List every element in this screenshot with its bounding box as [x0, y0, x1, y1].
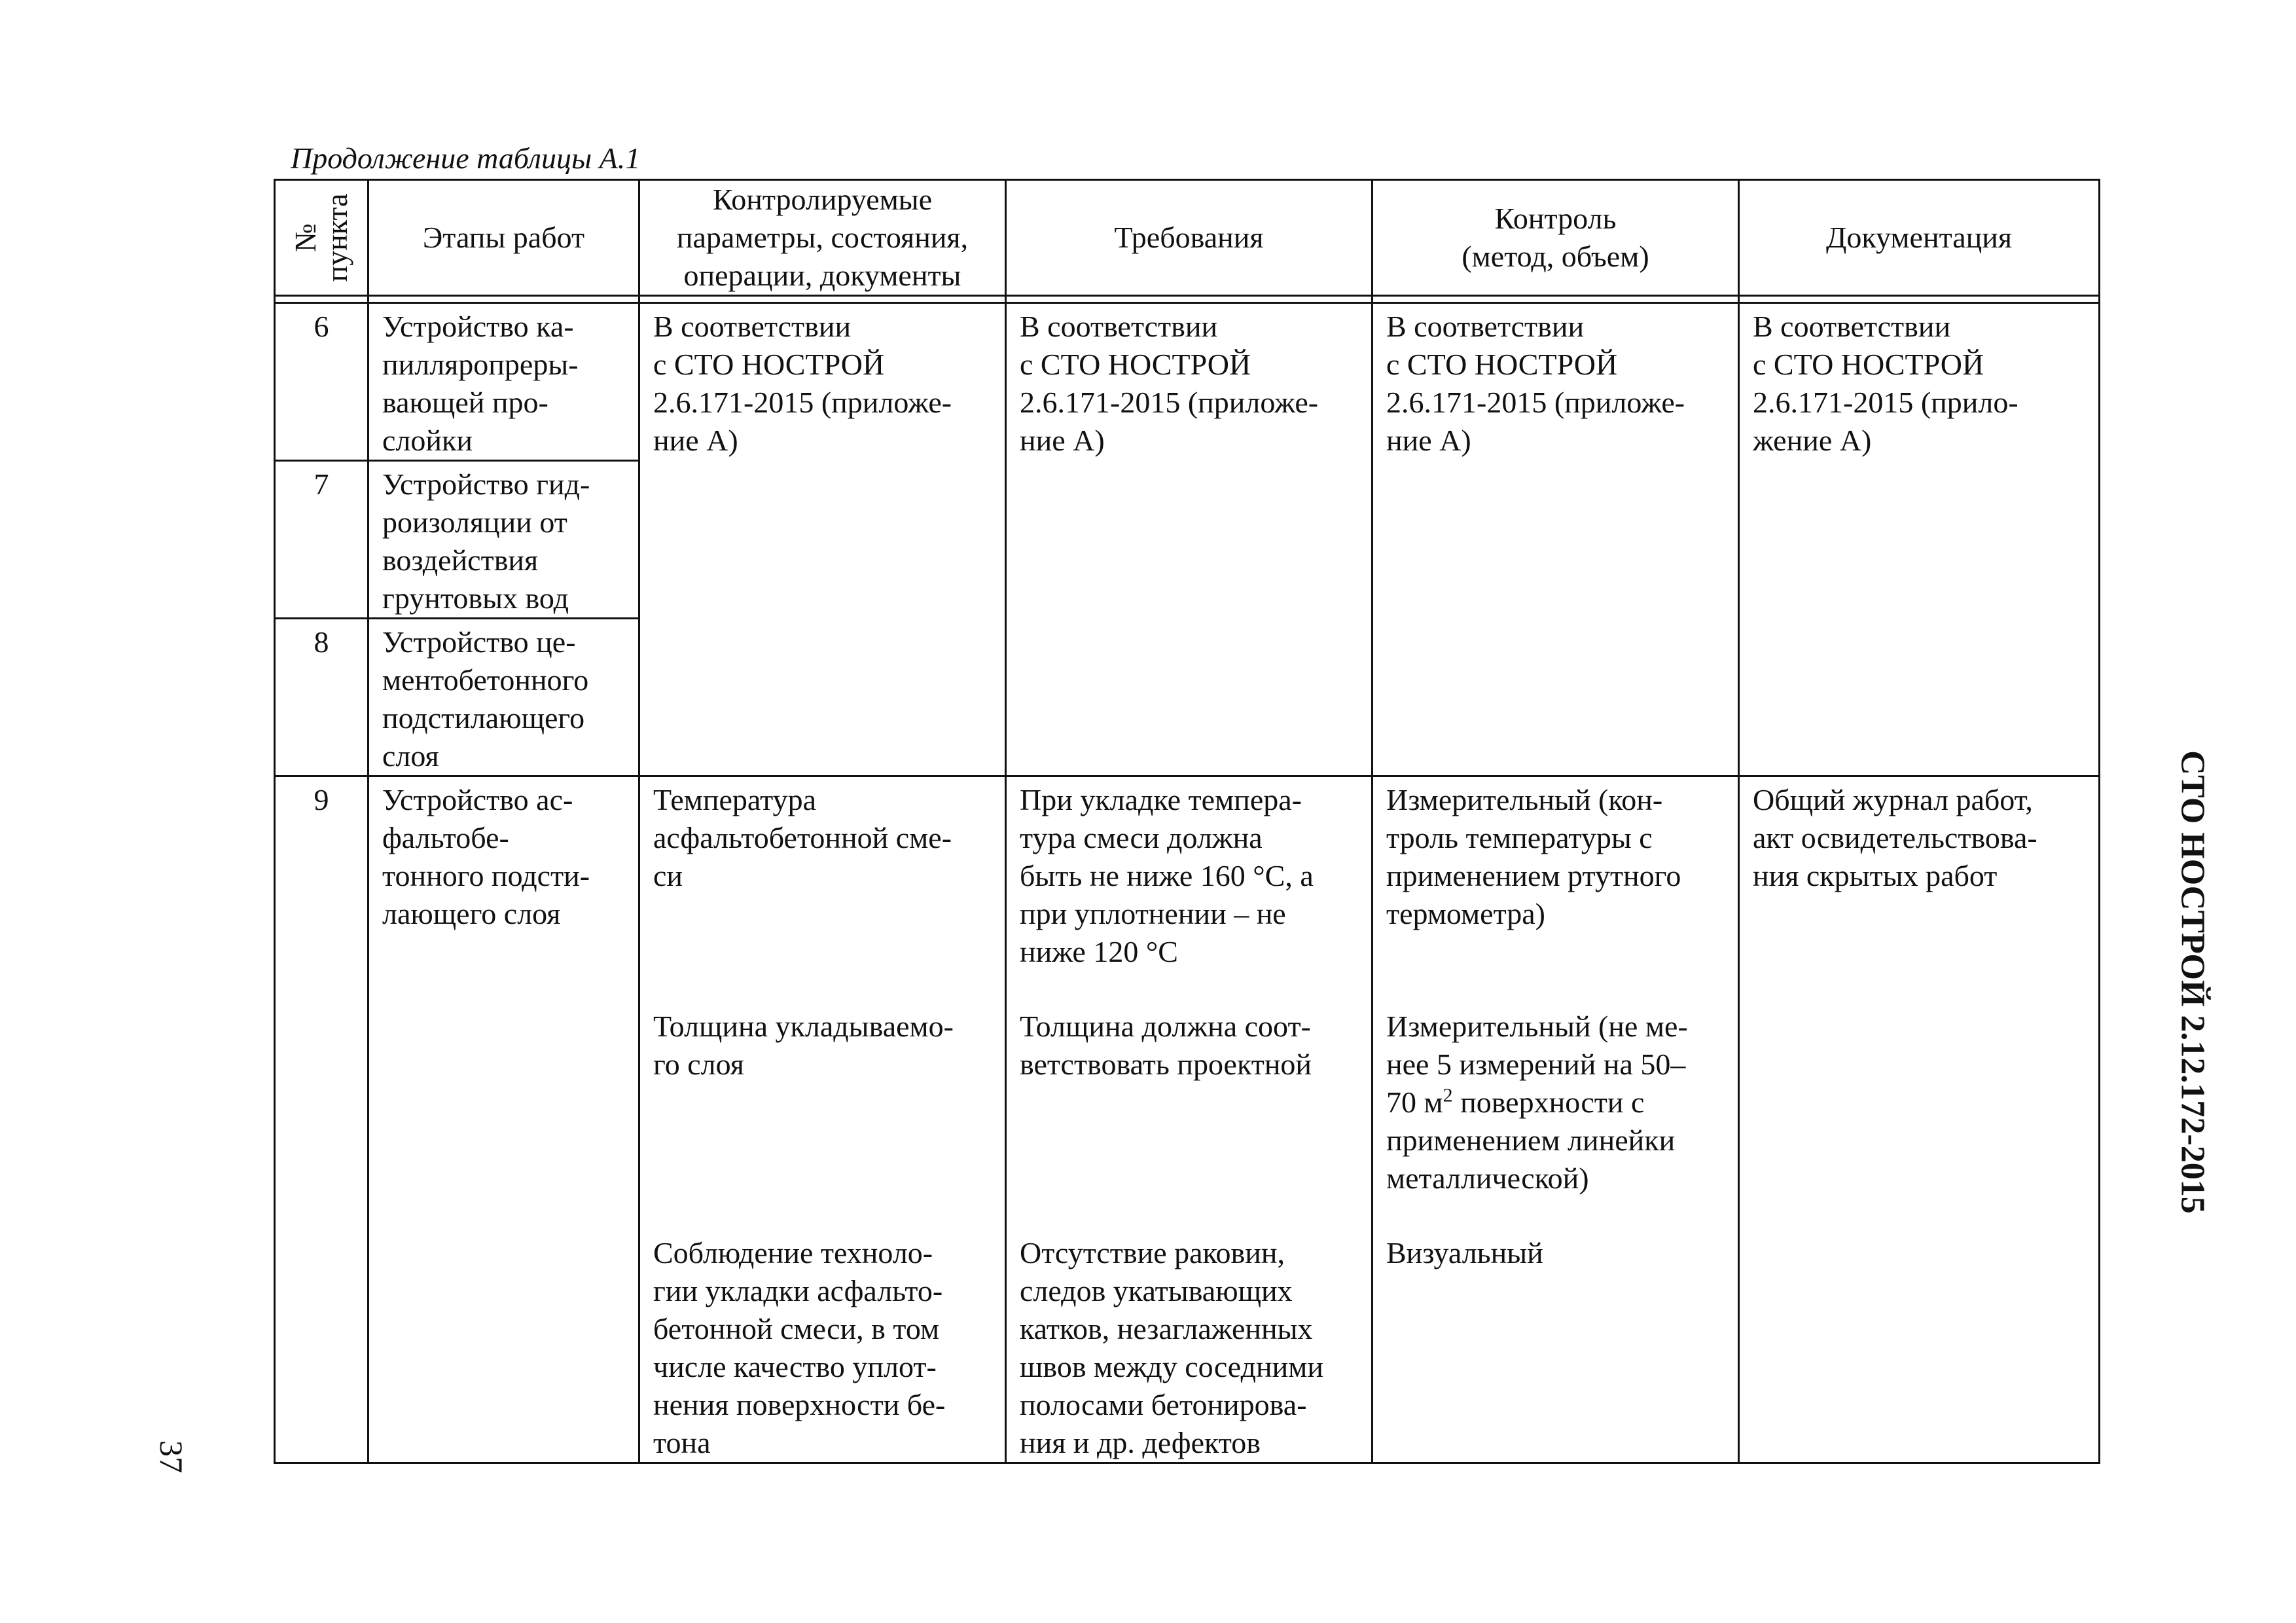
stage-line: воздействия	[382, 543, 539, 577]
cell-line: числе качество уплот-	[653, 1350, 937, 1383]
cell-line: нее 5 измерений на 50–	[1386, 1048, 1686, 1081]
document-side-title: СТО НОСТРОЙ 2.12.172-2015	[2174, 750, 2212, 1214]
cell-line: Толщина должна соот-	[1020, 1010, 1311, 1043]
stage-line: слойки	[382, 424, 473, 457]
row-stage	[368, 461, 639, 619]
cell-line: ния и др. дефектов	[1020, 1426, 1261, 1459]
stage-line: тонного подсти-	[382, 859, 590, 892]
merged-parameters-cell	[639, 303, 1006, 776]
table-row-9	[275, 776, 2100, 1463]
cell-line: применением ртутного	[1386, 859, 1681, 892]
cell-line: тона	[653, 1426, 711, 1459]
cell-line: с СТО НОСТРОЙ	[653, 348, 885, 381]
cell-line: Отсутствие раковин,	[1020, 1236, 1285, 1269]
cell-line: ветствовать проектной	[1020, 1048, 1312, 1081]
cell-line: Визуальный	[1386, 1236, 1543, 1269]
header-parameters-line: параметры, состояния,	[676, 221, 969, 254]
cell-line: Соблюдение техноло-	[653, 1236, 933, 1269]
cell-line: 2.6.171-2015 (прило-	[1753, 386, 2018, 419]
cell-line: си	[653, 859, 683, 892]
cell-line: жение А)	[1753, 424, 1872, 457]
stage-line: вающей про-	[382, 386, 548, 419]
cell-line: Общий журнал работ,	[1753, 783, 2033, 816]
header-parameters	[639, 180, 1006, 296]
cell-line: 2.6.171-2015 (приложе-	[653, 386, 952, 419]
row-number: 8	[275, 619, 368, 776]
page-number: 37	[153, 1440, 190, 1473]
param-item-temperature	[653, 781, 992, 966]
cell-line: ниже 120 °С	[1020, 935, 1178, 968]
cell-line: В соответствии	[653, 310, 852, 343]
header-control-line: Контроль	[1494, 202, 1617, 235]
table-row-6	[275, 303, 2100, 461]
cell-line: В соответствии	[1753, 310, 1951, 343]
unit-text: 70 м	[1386, 1085, 1443, 1119]
cell-line: асфальтобетонной сме-	[653, 821, 952, 854]
param-item-technology	[653, 1234, 992, 1462]
merged-documentation-cell	[1739, 303, 2100, 776]
control-item-technology	[1386, 1234, 1725, 1272]
table-caption: Продолжение таблицы А.1	[291, 141, 641, 175]
header-control	[1372, 180, 1739, 296]
cell-line: металлической)	[1386, 1161, 1589, 1195]
cell-line: швов между соседними	[1020, 1350, 1323, 1383]
cell-line: бетонной смеси, в том	[653, 1312, 940, 1345]
cell-line: В соответствии	[1386, 310, 1585, 343]
cell-text: поверхности с	[1452, 1085, 1645, 1119]
row9-control-cell	[1372, 776, 1739, 1463]
table-header-row	[275, 180, 2100, 296]
merged-requirements-cell	[1006, 303, 1372, 776]
requirement-item-technology	[1020, 1234, 1358, 1462]
cell-line: полосами бетонирова-	[1020, 1388, 1307, 1421]
stage-line: Устройство гид-	[382, 467, 590, 501]
stage-line: подстилающего	[382, 701, 585, 735]
header-parameters-line: Контролируемые	[712, 183, 933, 216]
cell-line: Температура	[653, 783, 817, 816]
row-number: 9	[275, 776, 368, 1463]
header-item-number	[275, 180, 368, 296]
stage-line: слоя	[382, 739, 439, 773]
stage-line: грунтовых вод	[382, 581, 569, 615]
row-number: 7	[275, 461, 368, 619]
cell-line: следов укатывающих	[1020, 1274, 1293, 1307]
row-number: 6	[275, 303, 368, 461]
param-item-thickness	[653, 1008, 992, 1192]
cell-line: акт освидетельствова-	[1753, 821, 2037, 854]
cell-line: ния скрытых работ	[1753, 859, 1998, 892]
header-parameters-line: операции, документы	[683, 259, 961, 292]
cell-line: го слоя	[653, 1048, 744, 1081]
requirement-item-thickness	[1020, 1008, 1358, 1192]
cell-line: катков, незаглаженных	[1020, 1312, 1313, 1345]
cell-line: при уплотнении – не	[1020, 897, 1286, 930]
cell-line: 2.6.171-2015 (приложе-	[1020, 386, 1319, 419]
cell-line: с СТО НОСТРОЙ	[1753, 348, 1984, 381]
cell-line	[1386, 1084, 1725, 1122]
row-stage	[368, 303, 639, 461]
cell-line: Толщина укладываемо-	[653, 1010, 954, 1043]
cell-line: тура смеси должна	[1020, 821, 1263, 854]
row-stage	[368, 619, 639, 776]
header-requirements: Требования	[1006, 180, 1372, 296]
stage-line: ментобетонного	[382, 663, 589, 697]
row9-parameters-cell	[639, 776, 1006, 1463]
unit-superscript: 2	[1443, 1084, 1453, 1106]
header-number-sign: №	[289, 223, 322, 252]
cell-line: нения поверхности бе-	[653, 1388, 946, 1421]
row9-requirements-cell	[1006, 776, 1372, 1463]
stage-line: роизоляции от	[382, 505, 567, 539]
header-stages: Этапы работ	[368, 180, 639, 296]
stage-line: Устройство це-	[382, 625, 576, 659]
header-separator	[275, 296, 2100, 303]
cell-line: термометра)	[1386, 897, 1545, 930]
cell-line: 2.6.171-2015 (приложе-	[1386, 386, 1685, 419]
row9-documentation-cell	[1739, 776, 2100, 1463]
stage-line: Устройство ка-	[382, 310, 574, 343]
stage-line: лающего слоя	[382, 897, 561, 930]
cell-line: гии укладки асфальто-	[653, 1274, 943, 1307]
stage-line: пилляропреры-	[382, 348, 579, 381]
cell-line: применением линейки	[1386, 1123, 1676, 1157]
continuation-table	[274, 179, 2100, 1464]
requirement-item-temperature	[1020, 781, 1358, 966]
cell-line: ние А)	[1386, 424, 1471, 457]
row-stage	[368, 776, 639, 1463]
header-control-line: (метод, объем)	[1462, 240, 1649, 273]
header-number-label: пункта	[320, 193, 353, 282]
stage-line: Устройство ас-	[382, 783, 573, 816]
cell-line: быть не ниже 160 °С, а	[1020, 859, 1314, 892]
merged-control-cell	[1372, 303, 1739, 776]
cell-line: Измерительный (кон-	[1386, 783, 1663, 816]
cell-line: ние А)	[653, 424, 738, 457]
cell-line: В соответствии	[1020, 310, 1218, 343]
control-item-temperature	[1386, 781, 1725, 966]
cell-line: При укладке темпера-	[1020, 783, 1302, 816]
stage-line: фальтобе-	[382, 821, 509, 854]
cell-line: Измерительный (не ме-	[1386, 1010, 1688, 1043]
control-item-thickness	[1386, 1008, 1725, 1195]
cell-line: с СТО НОСТРОЙ	[1386, 348, 1618, 381]
cell-line: троль температуры с	[1386, 821, 1653, 854]
cell-line: с СТО НОСТРОЙ	[1020, 348, 1251, 381]
cell-line: ние А)	[1020, 424, 1105, 457]
header-documentation: Документация	[1739, 180, 2100, 296]
